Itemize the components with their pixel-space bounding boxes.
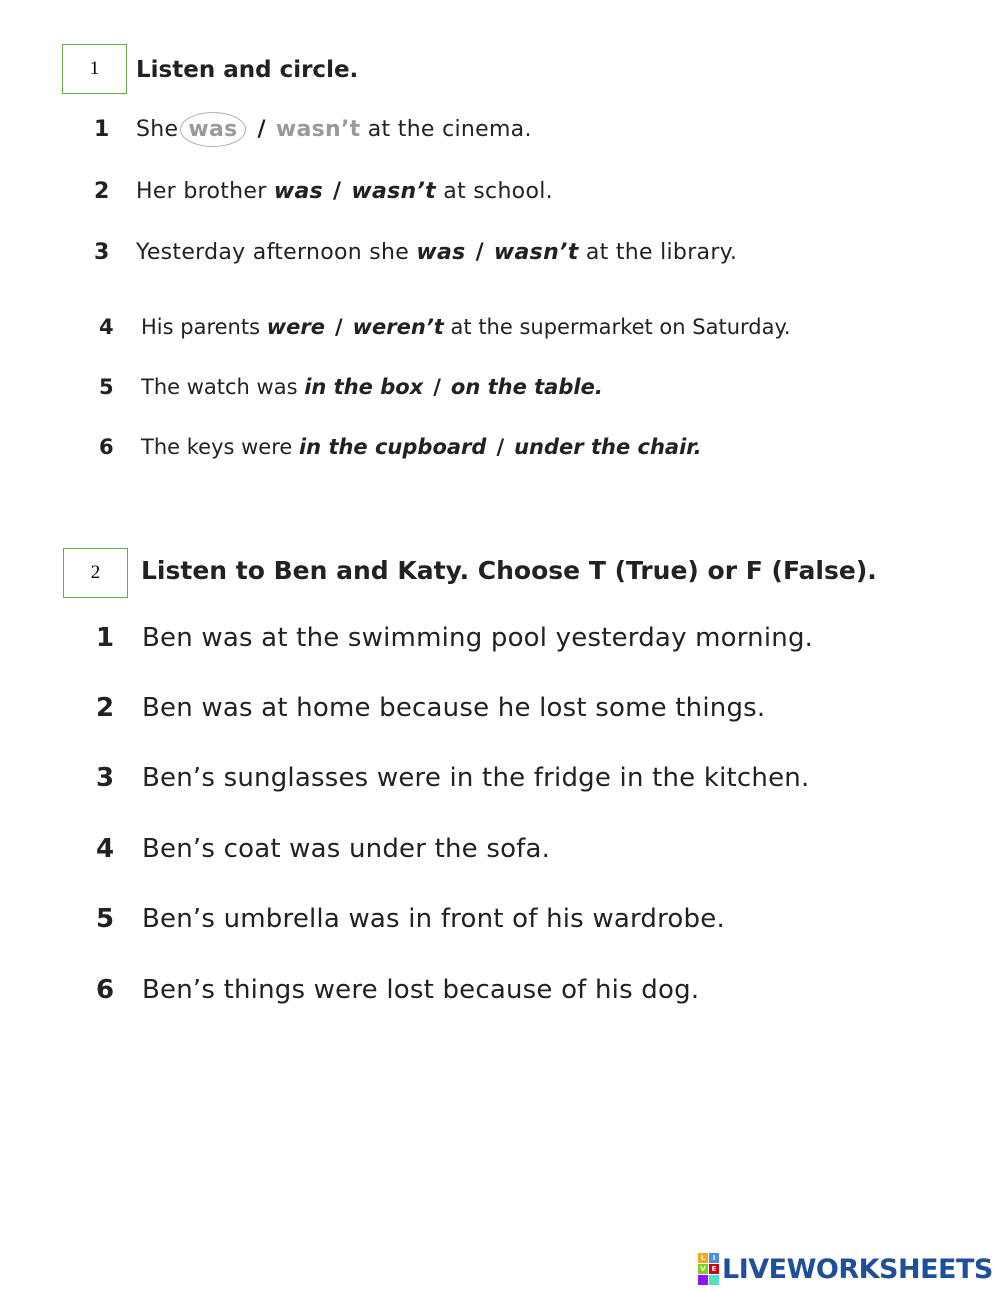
s2-item-1-number: 1 xyxy=(96,623,115,653)
s1-item-4 xyxy=(99,315,979,347)
section-2-heading: Listen to Ben and Katy. Choose T (True) or F (False). xyxy=(141,556,877,585)
s2-item-6 xyxy=(96,975,976,1015)
s1-item-3-pre: Yesterday afternoon she xyxy=(136,240,410,265)
s1-item-4-post: at the supermarket on Saturday. xyxy=(450,315,791,339)
s1-item-5-option-2[interactable]: on the table. xyxy=(450,375,603,399)
s1-item-2-number: 2 xyxy=(94,179,110,204)
s2-item-4 xyxy=(96,834,976,874)
s2-item-6-number: 6 xyxy=(96,975,115,1005)
logo-block-6 xyxy=(709,1275,719,1285)
liveworksheets-logo[interactable] xyxy=(698,1254,993,1284)
s1-item-3-slash: / xyxy=(475,240,484,265)
s2-item-2 xyxy=(96,693,976,733)
s1-item-2-post: at school. xyxy=(443,179,553,204)
liveworksheets-logo-icon xyxy=(698,1253,719,1285)
section-2-number-box xyxy=(63,548,128,598)
s1-item-4-number: 4 xyxy=(99,315,114,339)
s1-item-2-slash: / xyxy=(333,179,342,204)
section-1-number: 1 xyxy=(89,58,100,79)
s2-item-5 xyxy=(96,904,976,944)
s2-item-5-number: 5 xyxy=(96,904,115,934)
s1-item-5-pre: The watch was xyxy=(141,375,298,399)
s1-item-2-pre: Her brother xyxy=(136,179,267,204)
s1-item-2 xyxy=(94,179,894,213)
logo-letter-e: E xyxy=(709,1264,719,1274)
s1-item-4-slash: / xyxy=(334,315,343,339)
s1-item-5-slash: / xyxy=(433,375,441,399)
s1-item-5 xyxy=(99,375,979,407)
logo-block-5 xyxy=(698,1275,708,1285)
s1-item-3-option-1[interactable]: was xyxy=(416,240,466,265)
s1-item-6-number: 6 xyxy=(99,435,114,459)
s1-item-4-pre: His parents xyxy=(141,315,261,339)
s1-item-3-post: at the library. xyxy=(585,240,738,265)
s1-item-1-post: at the cinema. xyxy=(367,117,532,142)
s1-item-1 xyxy=(94,117,894,151)
s1-item-6-slash: / xyxy=(496,435,505,459)
s2-item-4-text: Ben’s coat was under the sofa. xyxy=(142,834,551,864)
s1-item-2-option-1[interactable]: was xyxy=(273,179,324,204)
logo-letter-i: I xyxy=(709,1253,719,1263)
section-1-number-box xyxy=(62,44,127,94)
s1-item-3 xyxy=(94,240,894,274)
section-2-number: 2 xyxy=(90,562,101,583)
s1-item-3-option-2[interactable]: wasn’t xyxy=(493,240,579,265)
s1-item-1-pre: She xyxy=(136,117,179,142)
s1-item-6-option-1[interactable]: in the cupboard xyxy=(298,435,487,459)
s1-item-3-number: 3 xyxy=(94,240,110,265)
s2-item-3 xyxy=(96,763,976,803)
s1-item-6-option-2[interactable]: under the chair. xyxy=(514,435,702,459)
s1-item-5-option-1[interactable]: in the box xyxy=(304,375,424,399)
s2-item-2-number: 2 xyxy=(96,693,115,723)
s1-item-1-number: 1 xyxy=(94,117,110,142)
s1-item-1-option-1-circled[interactable]: was xyxy=(180,112,245,147)
liveworksheets-logo-text: LIVEWORKSHEETS xyxy=(722,1253,993,1285)
logo-letter-v: V xyxy=(698,1264,708,1274)
s1-item-5-number: 5 xyxy=(99,375,114,399)
s1-item-4-option-1[interactable]: were xyxy=(266,315,325,339)
section-1-heading: Listen and circle. xyxy=(136,57,359,83)
s2-item-3-number: 3 xyxy=(96,763,115,793)
s2-item-6-text: Ben’s things were lost because of his dog. xyxy=(142,975,700,1005)
s2-item-2-text: Ben was at home because he lost some things. xyxy=(142,693,766,723)
s1-item-6 xyxy=(99,435,979,467)
s1-item-4-option-2[interactable]: weren’t xyxy=(352,315,444,339)
s2-item-1 xyxy=(96,623,976,663)
s1-item-2-option-2[interactable]: wasn’t xyxy=(351,179,436,204)
s2-item-4-number: 4 xyxy=(96,834,115,864)
s2-item-3-text: Ben’s sunglasses were in the fridge in the kitchen. xyxy=(142,763,810,793)
s2-item-5-text: Ben’s umbrella was in front of his wardrobe. xyxy=(142,904,725,934)
s1-item-6-pre: The keys were xyxy=(141,435,293,459)
logo-letter-l: L xyxy=(698,1253,708,1263)
s1-item-1-slash: / xyxy=(257,117,266,142)
s2-item-1-text: Ben was at the swimming pool yesterday morning. xyxy=(142,623,814,653)
s1-item-1-option-2[interactable]: wasn’t xyxy=(275,117,361,142)
